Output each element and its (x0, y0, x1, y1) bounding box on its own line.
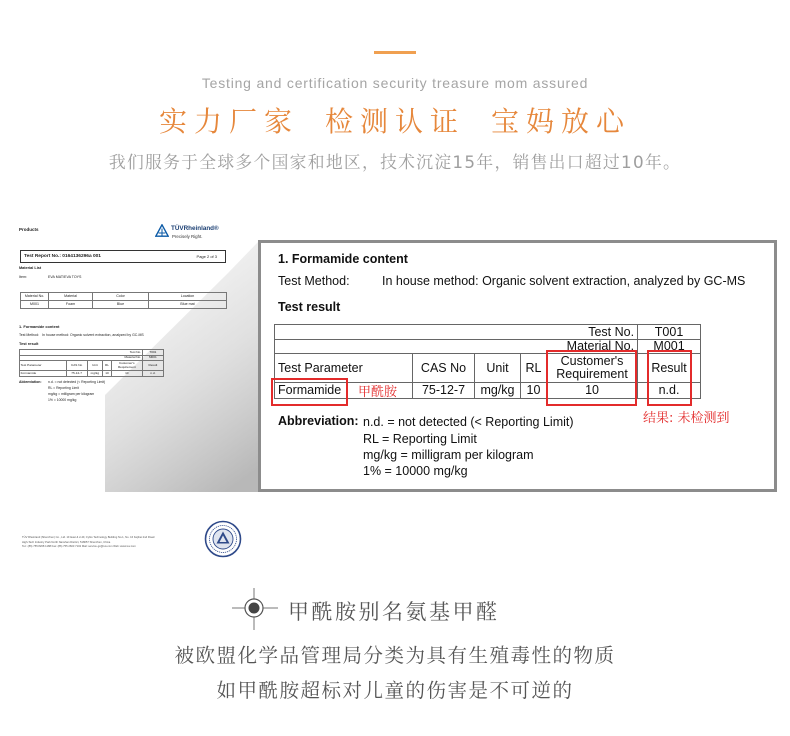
result-annotation: 结果: 未检测到 (643, 411, 730, 426)
table-header: Customer's Requirement (111, 361, 142, 371)
thumb-test-method-value: In house method: Organic solvent extraction, analyzed by GC-MS (42, 333, 144, 337)
highlight-result (647, 350, 692, 406)
table-cell: Blue mat (149, 301, 227, 309)
report-footer-line: Tel.: (86) 755 8268 1188 Fax: (86) 755 2603 7102 Mail: service-gc@tuv.com Web: www.tuv.com (22, 545, 136, 548)
formamide-heading: 甲酰胺别名氨基甲醛 (288, 600, 500, 624)
table-cell: mg/kg (87, 371, 103, 377)
table-cell: n.d. (638, 383, 701, 399)
thumb-section-title: 1. Formamide content (19, 324, 60, 329)
products-label: Products (19, 227, 39, 232)
table-cell: 75-12-7 (66, 371, 87, 377)
table-row (275, 325, 701, 340)
tuv-brand: TÜVRheinland® (171, 225, 219, 232)
thumb-abbreviation: RL = Reporting Limit (48, 386, 79, 390)
thumb-result-table (19, 349, 164, 377)
table-cell: 10 (521, 383, 547, 399)
crosshair-icon (232, 588, 278, 630)
test-method-label: Test Method: (278, 274, 350, 288)
material-no-label: Material No. (275, 340, 638, 354)
table-header: CAS No (413, 354, 475, 383)
report-footer-line: High-Tech Industry Park North Nanshan District, 518057 Shenzhen, China (22, 540, 111, 544)
table-header: RL (103, 361, 112, 371)
table-cell: 10 (103, 371, 112, 377)
thumb-abbreviation-label: Abbreviation: (19, 380, 42, 384)
thumb-abbreviation: mg/kg = milligram per kilogram (48, 392, 95, 396)
table-header: Unit (87, 361, 103, 371)
table-header: Customer's Requirement (547, 354, 638, 383)
table-header: Material (49, 293, 93, 301)
test-result-label: Test result (278, 300, 341, 314)
table-cell: Blue (93, 301, 149, 309)
material-table (20, 292, 227, 309)
table-row (20, 371, 164, 377)
abbreviation: mg/kg = milligram per kilogram (363, 448, 534, 462)
description-line: 如甲酰胺超标对儿童的伤害是不可逆的 (216, 679, 574, 702)
highlight-requirement (546, 350, 637, 406)
report-footer-line: TÜV Rheinland (Shenzhen) Co., Ltd. 1F East & 2-4F, Cybio Technology Building No.1, No. 16 Kejibei 2nd Road (22, 536, 155, 539)
table-cell: M001 (142, 355, 163, 361)
table-cell: 10 (547, 383, 638, 399)
abbreviation-label: Abbreviation: (278, 414, 359, 428)
page-indicator: Page 2 of 3 (196, 253, 217, 259)
table-header: Unit (475, 354, 521, 383)
table-cell: 75-12-7 (413, 383, 475, 399)
page-subtitle: 我们服务于全球多个国家和地区，技术沉淀15年，销售出口超过10年。 (108, 152, 682, 172)
table-header: Material No. (21, 293, 49, 301)
table-cell: T001 (142, 350, 163, 356)
thumb-test-method-label: Test Method: (19, 333, 40, 337)
table-row (20, 361, 164, 371)
tagline: Testing and certification security treasure mom assured (201, 75, 589, 91)
table-cell: Formamide (275, 383, 413, 399)
table-cell: Material No. (20, 355, 143, 361)
title-group-assurance: 宝妈放心 (491, 105, 632, 138)
table-header: Result (142, 361, 163, 371)
table-header: Location (149, 293, 227, 301)
abbreviation: 1% = 10000 mg/kg (363, 464, 468, 478)
table-header: Test Parameter (275, 354, 413, 383)
table-cell: Formamide (20, 371, 67, 377)
table-cell: n.d. (142, 371, 163, 377)
table-header: CAS No (66, 361, 87, 371)
item-label: Item: (19, 275, 27, 279)
description-line: 被欧盟化学品管理局分类为具有生殖毒性的物质 (174, 644, 616, 667)
test-no-label: Test No. (275, 325, 638, 340)
test-no-value: T001 (638, 325, 701, 340)
table-header: Test Parameter (20, 361, 67, 371)
table-cell: Test No. (20, 350, 143, 356)
thumb-abbreviation: 1% = 10000 mg/kg (48, 398, 77, 402)
thumb-test-result-label: Test result (19, 341, 39, 346)
tuv-triangle-icon (155, 224, 169, 237)
abbreviation: RL = Reporting Limit (363, 432, 477, 446)
table-row (21, 301, 227, 309)
table-header: RL (521, 354, 547, 383)
abbreviation: n.d. = not detected (< Reporting Limit) (363, 415, 574, 429)
table-cell: mg/kg (475, 383, 521, 399)
zoom-panel (258, 240, 777, 492)
certification-seal-icon (204, 520, 242, 558)
material-no-value: M001 (638, 340, 701, 354)
tuv-tagline: Precisely Right. (172, 234, 203, 239)
title-group-certification: 检测认证 (324, 105, 465, 138)
table-cell: M001 (21, 301, 49, 309)
table-cell: Foam (49, 301, 93, 309)
parameter-annotation: 甲酰胺 (358, 385, 398, 400)
table-header: Result (638, 354, 701, 383)
table-header: Color (93, 293, 149, 301)
title-group-factory: 实力厂家 (158, 105, 299, 138)
report-number: Test Report No.: 0164136296a 001 (24, 253, 101, 259)
material-list-label: Material List (19, 266, 42, 270)
thumb-abbreviation: n.d. = not detected (< Reporting Limit) (48, 380, 106, 384)
report-number-box (20, 250, 226, 263)
item-value: EVA MAT/EVA TOYS (48, 275, 82, 279)
table-row (21, 293, 227, 301)
table-cell: 10 (111, 371, 142, 377)
test-method-value: In house method: Organic solvent extraction, analyzed by GC-MS (382, 274, 746, 288)
highlight-parameter (271, 378, 348, 406)
section-title: 1. Formamide content (278, 252, 408, 266)
